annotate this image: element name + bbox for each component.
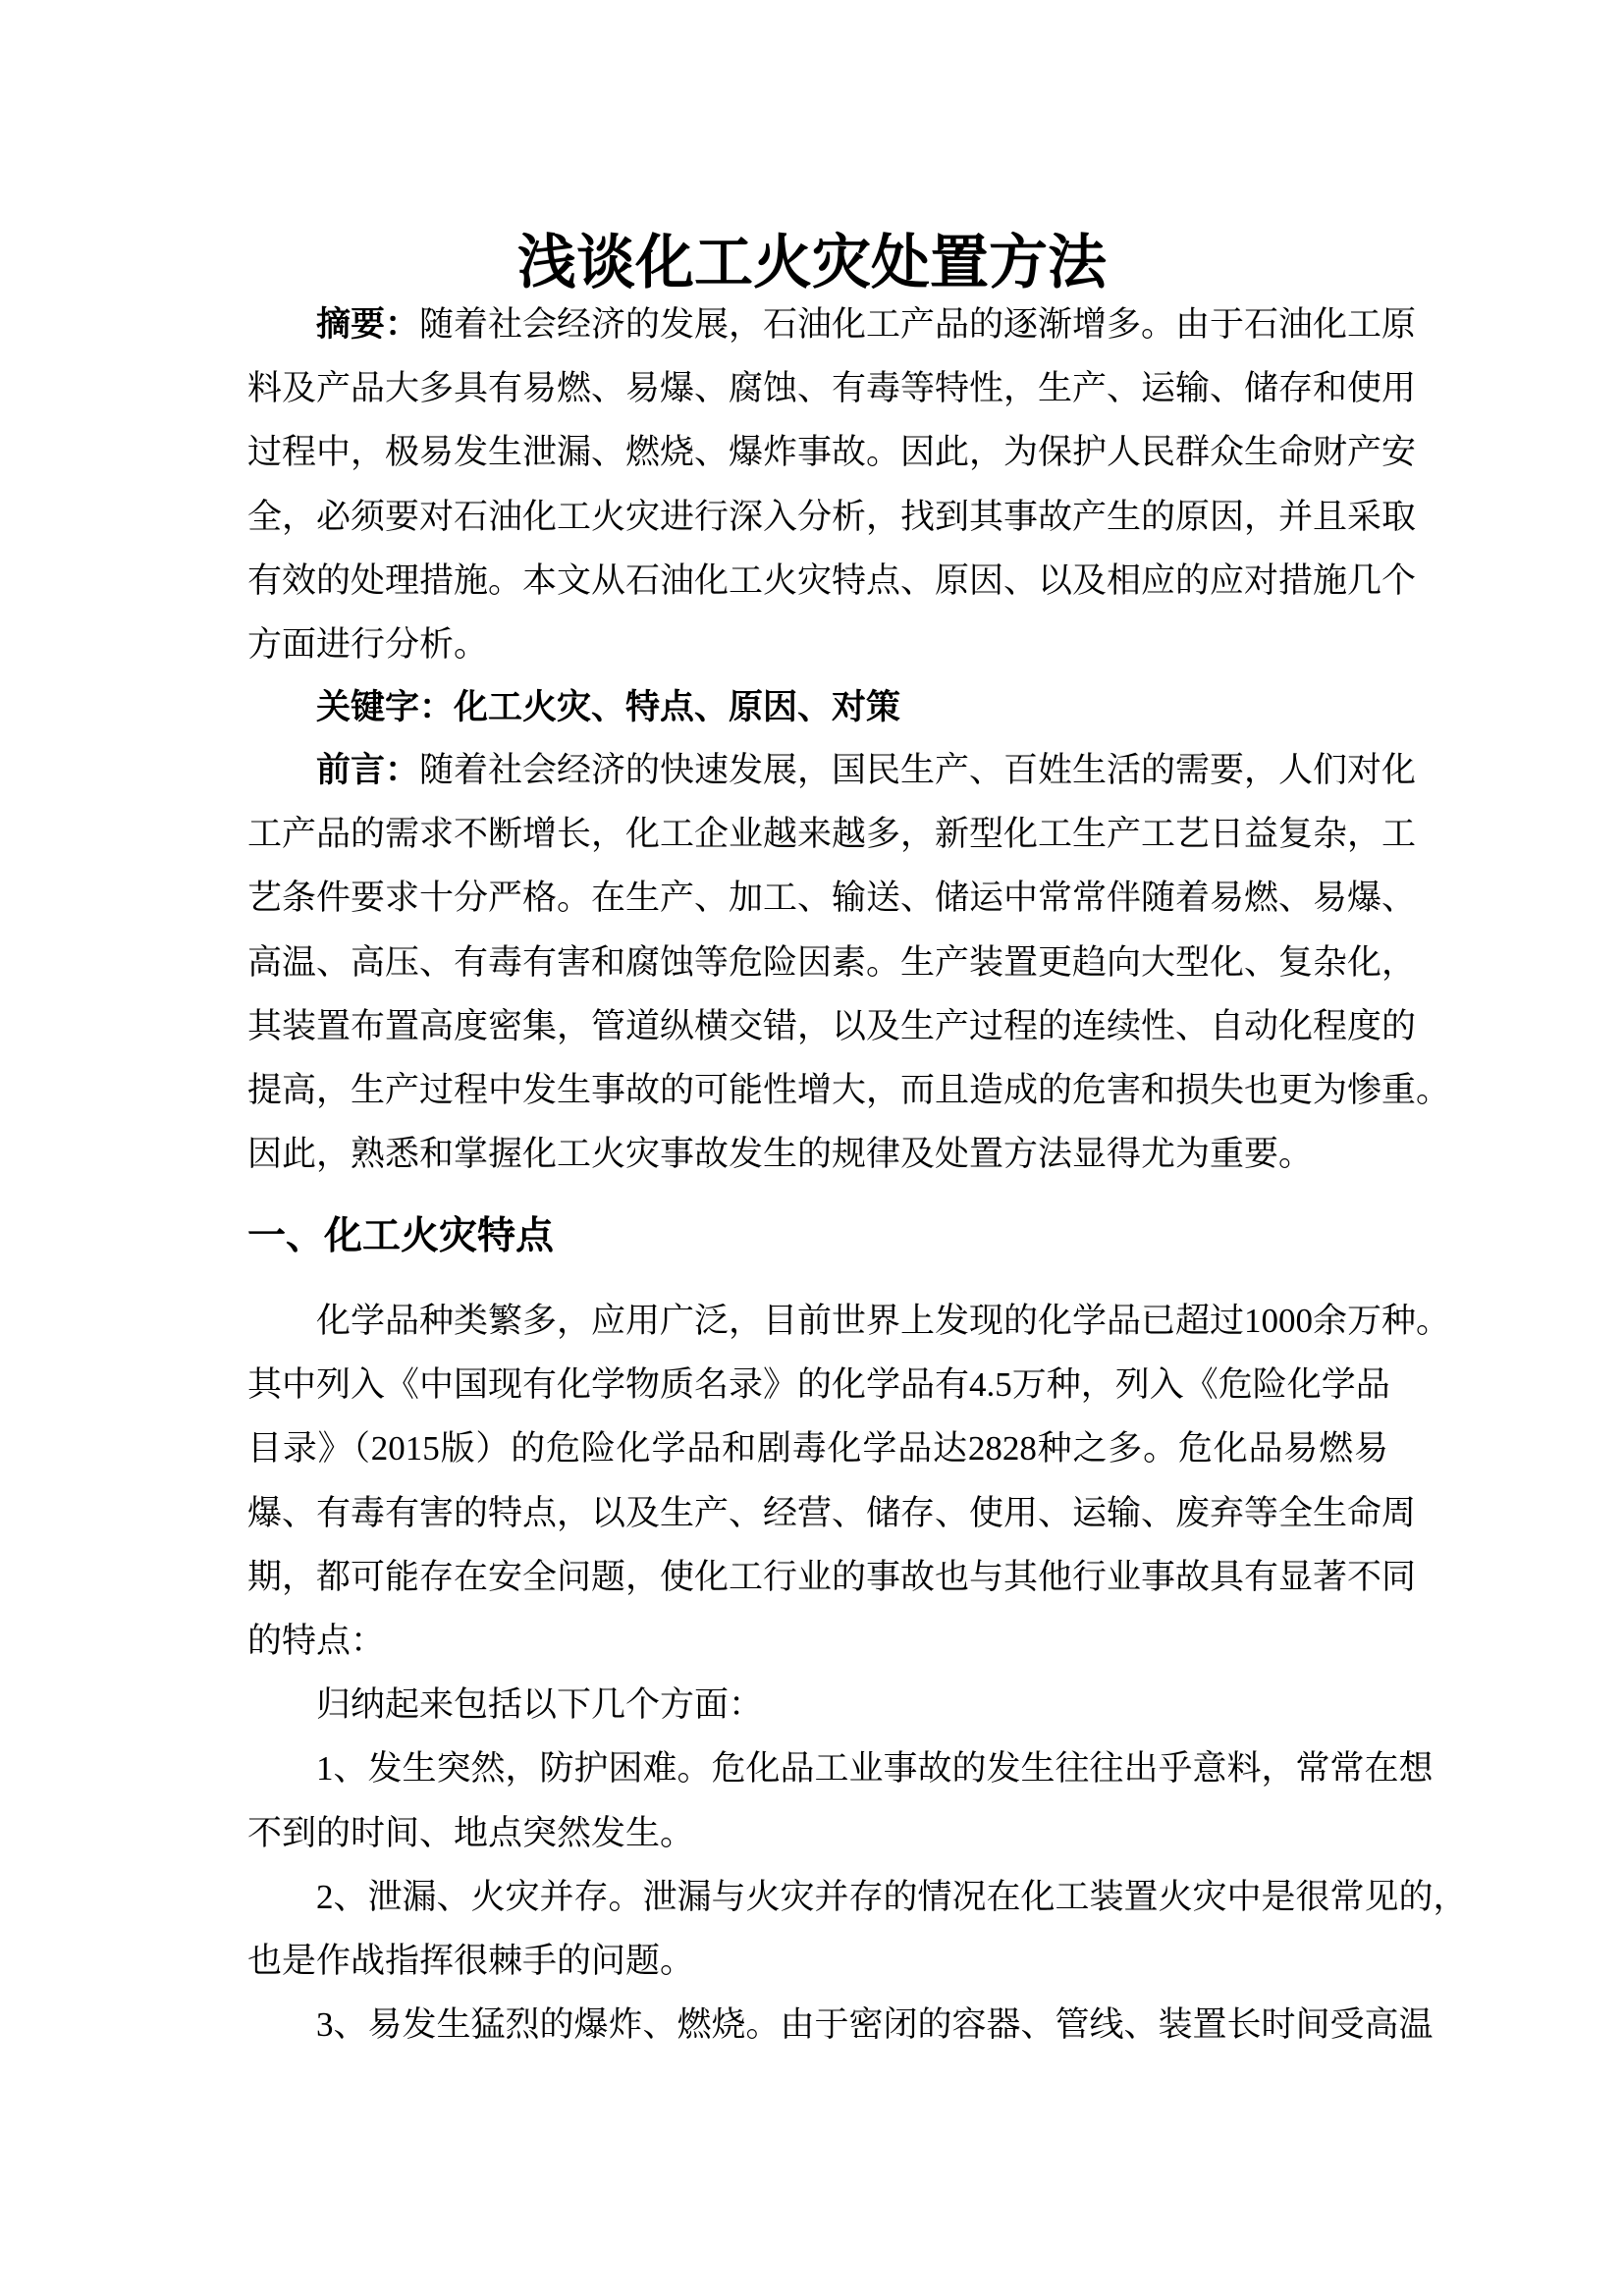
preface-label: 前言： [316, 751, 420, 789]
section-heading: 一、化工火灾特点 [247, 1215, 555, 1257]
document-title: 浅谈化工火灾处置方法 [517, 231, 1107, 295]
abstract-label: 摘要： [316, 305, 420, 344]
list-item: 3、易发生猛烈的爆炸、燃烧。由于密闭的容器、管线、装置长时间受高温 [316, 2005, 1434, 2045]
abstract-paragraph: 摘要：随着社会经济的发展，石油化工产品的逐渐增多。由于石油化工原 料及产品大多具有易燃、易爆、腐蚀、有毒等特性，生产、运输、储存和使用 过程中，极易发生泄漏、燃烧、爆炸事故。因此，为保护人民群众生命财产安 全，必须要对石油化工火灾进行深入分析，找到其事故产生的原因，并且采取 有效的处理措施。本文从石油化工火灾特点、原因、以及相应的应对措施几个 方面进行分析。 [247, 305, 1417, 664]
keywords-paragraph: 关键字：化工火灾、特点、原因、对策 [316, 688, 901, 726]
summary-line: 归纳起来包括以下几个方面： [316, 1685, 764, 1725]
preface-paragraph: 前言：随着社会经济的快速发展，国民生产、百姓生活的需要，人们对化 工产品的需求不断增长，化工企业越来越多，新型化工生产工艺日益复杂，工 艺条件要求十分严格。在生产、加工、输送、储运中常常伴随着易燃、易爆、 高温、高压、有毒有害和腐蚀等危险因素。生产装置更趋向大型化、复杂化， 其装置布置高度密集，管道纵横交错，以及生产过程的连续性、自动化程度的 提高，生产过程中发生事故的可能性增大，而且造成的危害和损失也更为惨重。 因此，熟悉和掌握化工火灾事故发生的规律及处置方法显得尤为重要。 [247, 751, 1451, 1174]
list-item: 2、泄漏、火灾并存。泄漏与火灾并存的情况在化工装置火灾中是很常见的， [316, 1877, 1468, 1916]
section1-body: 化学品种类繁多，应用广泛，目前世界上发现的化学品已超过1000余万种。 其中列入《中国现有化学物质名录》的化学品有4.5万种，列入《危险化学品 目录》（2015版）的危险化学品和剧毒化学品达2828种之多。危化品易燃易 爆、有毒有害的特点，以及生产、经营、储存、使用、运输、废弃等全生命周 期，都可能存在安全问题，使化工行业的事故也与其他行业事故具有显著不同 的特点： 归纳起来包括以下几个方面： 1、发生突然，防护困难。危化品工业事故的发生往往出乎意料，常常在想 不到的时间、地点突然发生。 2、泄漏、火灾并存。泄漏与火灾并存的情况在化工装置火灾中是很常见的， 也是作战指挥很棘手的问题。 3、易发生猛烈的爆炸、燃烧。由于密闭的容器、管线、装置长时间受高温 [247, 1289, 1388, 2056]
list-item: 1、发生突然，防护困难。危化品工业事故的发生往往出乎意料，常常在想 [316, 1749, 1434, 1789]
keywords-label: 关键字： [316, 688, 455, 726]
